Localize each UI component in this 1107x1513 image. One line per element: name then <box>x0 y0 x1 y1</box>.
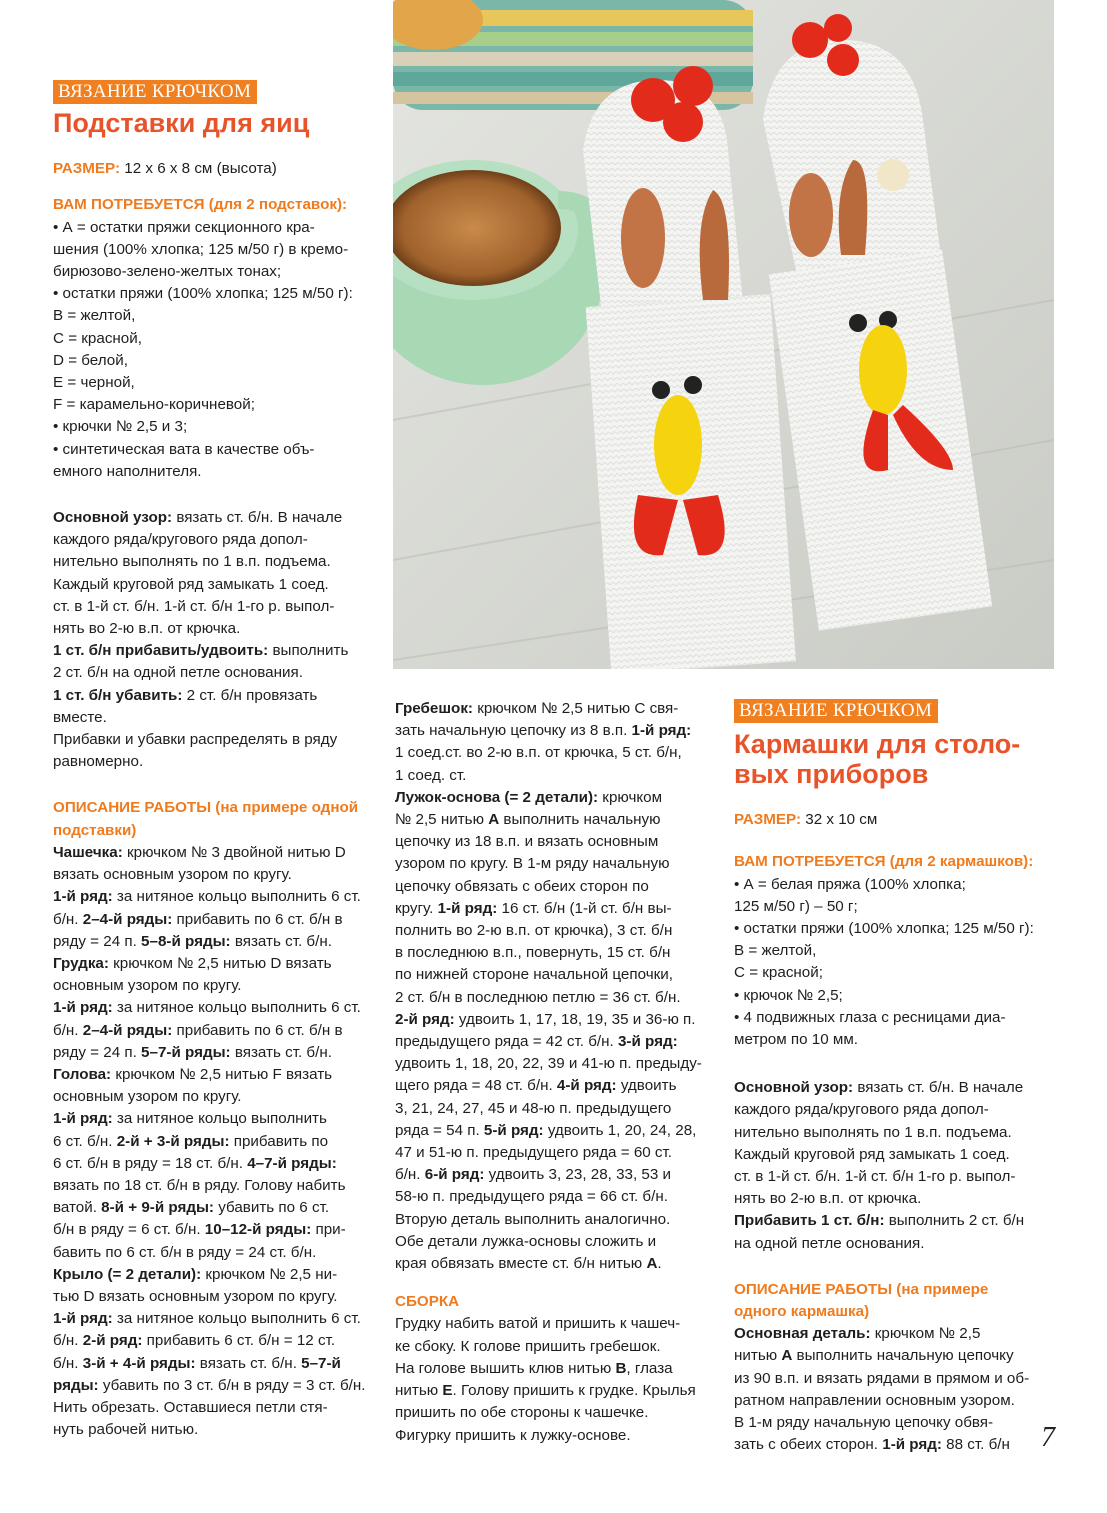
base-section: Лужок-основа (= 2 детали): крючком № 2,5 нитью А выполнить начальную цепочку из 18 в.п. и вязать основным узором по кругу. В 1-м ряду начальную цепочку обвязать с обеих сторон по кругу. 1-й ряд: 16 ст. б/н (1-й ст. б/н вы- полнить во 2-ю в.п. от крючка), 3 ст. б/н в последнюю в.п., повернуть, 15 ст. б/н по нижней стороне начальной цепочки, 2 ст. б/н в последнюю петлю = 36 ст. б/н. 2-й ряд: удвоить 1, 17, 18, 19, 35 и 36-ю п. предыдущего ряда = 42 ст. б/н. 3-й ряд: удвоить 1, 18, 20, 22, 39 и 41-ю п. предыду- щего ряда = 48 ст. б/н. 4-й ряд: удвоить 3, 21, 24, 27, 45 и 48-ю п. предыдущего ряда = 54 п. 5-й ряд: удвоить 1, 20, 24, 28, 47 и 51-ю п. предыдущего ряда = 60 ст. б/н. 6-й ряд: удвоить 3, 23, 28, 33, 53 и 58-ю п. предыдущего ряда = 66 ст. б/н. Вторую деталь выполнить аналогично. Обе детали лужка-основы сложить и края обвязать вместе ст. б/н нитью А. <box>395 788 702 1273</box>
materials-list-right: • А = белая пряжа (100% хлопка; 125 м/50 г) – 50 г; • остатки пряжи (100% хлопка; 125 м/50 г): В = желтой, С = красной; • крючок № 2,5; • 4 подвижных глаза с ресницами диа- метром по 10 мм. <box>734 875 1034 1049</box>
left-column: ВЯЗАНИЕ КРЮЧКОМ Подставки для яиц РАЗМЕР: 12 х 6 х 8 см (высота) ВАМ ПОТРЕБУЕТСЯ (для 2 подставок): • А = остатки пряжи секционного кра- шения (100% хлопка; 125 м/50 г) в кремо- бирюзово-зелено-желтых тонах; • остатки пряжи (100% хлопка; 125 м/50 г): В = желтой, С = красной, D = белой, Е = черной, F = карамельно-коричневой; • крючки № 2,5 и 3; • синтетическая вата в качестве объ- емного наполнителя. Основной узор: вязать ст. б/н. В начале каждого ряда/кругового ряда допол- нительно выполнять по 1 в.п. подъема. Каждый круговой ряд замыкать 1 соед. ст. в 1-й ст. б/н. 1-й ст. б/н 1-го р. выпол- нять во 2-ю в.п. от крючка. 1 ст. б/н прибавить/удвоить: выполнить 2 ст. б/н на одной петле основания. 1 ст. б/н убавить: 2 ст. б/н провязать вместе. Прибавки и убавки распределять в ряду равномерно. ОПИСАНИЕ РАБОТЫ (на примере одной подставки) Чашечка: крючком № 3 двойной нитью D вязать основным узором по кругу. 1-й ряд: за нитяное кольцо выполнить 6 ст. б/н. 2–4-й ряды: прибавить по 6 ст. б/н в ряду = 24 п. 5–8-й ряды: вязать ст. б/н. Грудка: крючком № 2,5 нитью D вязать основным узором по кругу. 1-й ряд: за нитяное кольцо выполнить 6 ст. б/н. 2–4-й ряды: прибавить по 6 ст. б/н в ряду = 24 п. 5–7-й ряды: вязать ст. б/н. Голова: крючком № 2,5 нитью F вязать основным узором по кругу. 1-й ряд: за нитяное кольцо выполнить 6 ст. б/н. 2-й + 3-й ряды: прибавить по 6 ст. б/н в ряду = 18 ст. б/н. 4–7-й ряды: вязать по 18 ст. б/н в ряду. Голову набить ватой. 8-й + 9-й ряды: убавить по 6 ст. б/н в ряду = 6 ст. б/н. 10–12-й ряды: при- бавить по 6 ст. б/н в ряду = 24 ст. б/н. Крыло (= 2 детали): крючком № 2,5 ни- тью D вязать основным узором по кругу. 1-й ряд: за нитяное кольцо выполнить 6 ст. б/н. 2-й ряд: прибавить 6 ст. б/н = 12 ст. б/н. 3-й + 4-й ряды: вязать ст. б/н. 5–7-й ряды: убавить по 3 ст. б/н в ряду = 3 ст. б/н. Нить обрезать. Оставшиеся петли стя- нуть рабочей нитью. <box>53 80 388 1441</box>
basic-pattern-right: Основной узор: вязать ст. б/н. В начале каждого ряда/кругового ряда допол- нительно выполнять по 1 в.п. подъема. Каждый круговой ряд замыкать 1 соед. ст. в 1-й ст. б/н. 1-й ст. б/н 1-го р. выпол- нять во 2-ю в.п. от крючка. Прибавить 1 ст. б/н: выполнить 2 ст. б/н на одной петле основания. <box>734 1079 1025 1252</box>
right-column: ВЯЗАНИЕ КРЮЧКОМ Кармашки для столо- вых приборов РАЗМЕР: 32 х 10 см ВАМ ПОТРЕБУЕТСЯ (для 2 кармашков): • А = белая пряжа (100% хлопка; 125 м/50 г) – 50 г; • остатки пряжи (100% хлопка; 125 м/50 г): В = желтой, С = красной; • крючок № 2,5; • 4 подвижных глаза с ресницами диа- метром по 10 мм. Основной узор: вязать ст. б/н. В начале каждого ряда/кругового ряда допол- нительно выполнять по 1 в.п. подъема. Каждый круговой ряд замыкать 1 соед. ст. в 1-й ст. б/н. 1-й ст. б/н 1-го р. выпол- нять во 2-ю в.п. от крючка. Прибавить 1 ст. б/н: выполнить 2 ст. б/н на одной петле основания. ОПИСАНИЕ РАБОТЫ (на примере одного кармашка) Основная деталь: крючком № 2,5 нитью А выполнить начальную цепочку из 90 в.п. и вязать рядами в прямом и об- ратном направлении основным узором. В 1-м ряду начальную цепочку обвя- зать с обеих сторон. 1-й ряд: 88 ст. б/н <box>734 699 1064 1456</box>
materials-heading-right: ВАМ ПОТРЕБУЕТСЯ (для 2 кармашков): <box>734 853 1034 871</box>
materials-heading: ВАМ ПОТРЕБУЕТСЯ (для 2 подставок): <box>53 196 348 214</box>
section-tag: ВЯЗАНИЕ КРЮЧКОМ <box>53 80 257 104</box>
page-number: 7 <box>1041 1422 1055 1453</box>
work-description: Чашечка: крючком № 3 двойной нитью D вязать основным узором по кругу. 1-й ряд: за нитяное кольцо выполнить 6 ст. б/н. 2–4-й ряды: прибавить по 6 ст. б/н в ряду = 24 п. 5–8-й ряды: вязать ст. б/н. Грудка: крючком № 2,5 нитью D вязать основным узором по кругу. 1-й ряд: за нитяное кольцо выполнить 6 ст. б/н. 2–4-й ряды: прибавить по 6 ст. б/н в ряду = 24 п. 5–7-й ряды: вязать ст. б/н. Голова: крючком № 2,5 нитью F вязать основным узором по кругу. 1-й ряд: за нитяное кольцо выполнить 6 ст. б/н. 2-й + 3-й ряды: прибавить по 6 ст. б/н в ряду = 18 ст. б/н. 4–7-й ряды: вязать по 18 ст. б/н в ряду. Голову набить ватой. 8-й + 9-й ряды: убавить по 6 ст. б/н в ряду = 6 ст. б/н. 10–12-й ряды: при- бавить по 6 ст. б/н в ряду = 24 ст. б/н. Крыло (= 2 детали): крючком № 2,5 ни- тью D вязать основным узором по кругу. 1-й ряд: за нитяное кольцо выполнить 6 ст. б/н. 2-й ряд: прибавить 6 ст. б/н = 12 ст. б/н. 3-й + 4-й ряды: вязать ст. б/н. 5–7-й ряды: убавить по 3 ст. б/н в ряду = 3 ст. б/н. Нить обрезать. Оставшиеся петли стя- нуть рабочей нитью. <box>53 843 366 1439</box>
materials-list: • А = остатки пряжи секционного кра- шения (100% хлопка; 125 м/50 г) в кремо- бирюзово-зелено-желтых тонах; • остатки пряжи (100% хлопка; 125 м/50 г): В = желтой, С = красной, D = белой, Е = черной, F = карамельно-коричневой; • крючки № 2,5 и 3; • синтетическая вата в качестве объ- емного наполнителя. <box>53 218 353 480</box>
assembly-heading: СБОРКА <box>395 1293 460 1311</box>
basic-pattern: Основной узор: вязать ст. б/н. В начале каждого ряда/кругового ряда допол- нительно выполнять по 1 в.п. подъема. Каждый круговой ряд замыкать 1 соед. ст. в 1-й ст. б/н. 1-й ст. б/н 1-го р. выпол- нять во 2-ю в.п. от крючка. 1 ст. б/н прибавить/удвоить: выполнить 2 ст. б/н на одной петле основания. 1 ст. б/н убавить: 2 ст. б/н провязать вместе. Прибавки и убавки распределять в ряду равномерно. <box>53 509 349 771</box>
article-title: Подставки для яиц <box>53 108 310 139</box>
work-heading: ОПИСАНИЕ РАБОТЫ (на примере одной <box>53 799 359 817</box>
middle-column <box>395 698 715 1447</box>
comb-section: Гребешок: крючком № 2,5 нитью С свя- зать начальную цепочку из 8 в.п. 1-й ряд: 1 соед.ст. во 2-ю в.п. от крючка, 5 ст. б/н, 1 соед. ст. <box>395 700 692 784</box>
work-heading-right: ОПИСАНИЕ РАБОТЫ (на примере <box>734 1280 989 1298</box>
size-line-right: РАЗМЕР: 32 х 10 см <box>734 811 878 829</box>
size-line: РАЗМЕР: 12 х 6 х 8 см (высота) <box>53 160 277 178</box>
article-title-right: Кармашки для столо- вых приборов <box>734 729 1021 790</box>
section-tag-right: ВЯЗАНИЕ КРЮЧКОМ <box>734 699 938 723</box>
assembly-section: Грудку набить ватой и пришить к чашеч- ке сбоку. К голове пришить гребешок. На голове вышить клюв нитью В, глаза нитью Е. Голову пришить к грудке. Крылья пришить по обе стороны к чашечке. Фигурку пришить к лужку-основе. <box>395 1315 696 1444</box>
photo-cutlery-pockets <box>393 0 1054 669</box>
work-description-right: Основная деталь: крючком № 2,5 нитью А выполнить начальную цепочку из 90 в.п. и вязать рядами в прямом и об- ратном направлении основным узором. В 1-м ряду начальную цепочку обвя- зать с обеих сторон. 1-й ряд: 88 ст. б/н <box>734 1325 1030 1454</box>
